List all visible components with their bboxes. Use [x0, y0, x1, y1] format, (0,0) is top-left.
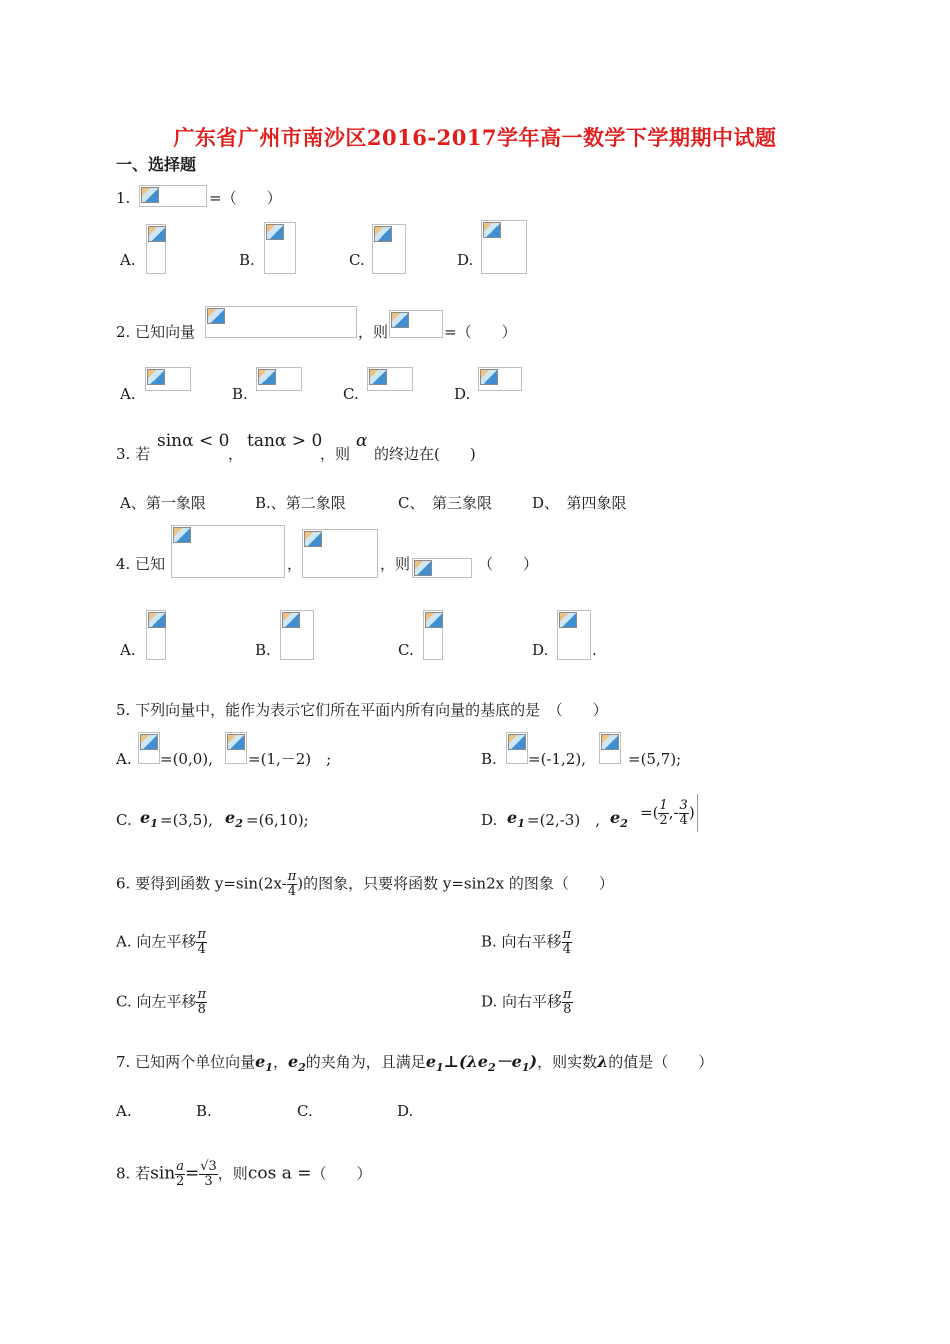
q5-c-e1: $e_1$ [140, 808, 158, 831]
q5-a-vector2-image [225, 732, 247, 764]
q2-option-b: B. [232, 385, 248, 403]
q1-option-b-image [264, 222, 296, 274]
q1-option-c: C. [349, 251, 365, 269]
q3-number: 3. 若 [116, 445, 151, 463]
q3-tail: 的终边在( ) [374, 445, 476, 463]
q5-b-value2: =(5,7); [628, 750, 682, 768]
q2-option-c-image [367, 367, 413, 391]
section-heading: 一、选择题 [116, 155, 197, 174]
q4-option-d: D. [532, 641, 549, 659]
q3-alpha: α [356, 431, 368, 451]
q5-option-b: B. [481, 750, 497, 768]
q1-option-c-image [372, 224, 406, 274]
q4-mid: ，则 [380, 555, 411, 573]
q3-mid: ，则 [320, 445, 351, 463]
page-title: 广东省广州市南沙区2016-2017学年高一数学下学期期中试题 [173, 125, 777, 150]
q7-option-b: B. [196, 1102, 212, 1120]
q5-a-vector1-image [138, 732, 160, 764]
q5-b-vector1-image [506, 732, 528, 764]
q7-stem: 7. 已知两个单位向量$e_1$，$e_2$的夹角为，且满足$e_1\perp(\lambda e_2-e_1)$，则实数λ的值是（ ） [116, 1052, 714, 1075]
q2-expression-image [389, 310, 443, 338]
q4-option-c-image [423, 610, 443, 660]
q5-option-a: A. [116, 750, 132, 768]
q7-option-a: A. [116, 1102, 132, 1120]
q5-b-vector2-image [599, 732, 621, 764]
q4-option-c: C. [398, 641, 414, 659]
q3-option-a: A、第一象限 [120, 494, 206, 512]
q2-stem: 2. 已知向量 [116, 323, 196, 341]
q5-c-value2: =(6,10); [246, 811, 309, 829]
q2-mid: ，则 [358, 323, 389, 341]
q5-b-value1: =(-1,2), [528, 750, 586, 768]
q5-option-d: D. [481, 811, 498, 829]
q7-option-c: C. [297, 1102, 313, 1120]
q2-option-a: A. [120, 385, 136, 403]
q3-option-d: D、 第四象限 [532, 494, 627, 512]
q1-option-d: D. [457, 251, 474, 269]
q2-option-d-image [478, 367, 522, 391]
q1-number: 1. [116, 189, 131, 207]
q1-option-a-image [146, 224, 166, 274]
q6-option-c: C. 向左平移 $\frac{\pi}{8}$ [116, 987, 207, 1017]
q5-d-divider [697, 794, 698, 832]
q1-option-d-image [481, 220, 527, 274]
q4-condition-1-image [171, 525, 285, 578]
q4-period: . [592, 641, 597, 659]
q5-a-value2: =(1,－2) ; [248, 750, 332, 768]
q4-option-a-image [146, 610, 166, 660]
q5-c-e2: $e_2$ [225, 808, 243, 831]
q3-option-b: B.、第二象限 [255, 494, 346, 512]
q5-stem: 5. 下列向量中，能作为表示它们所在平面内所有向量的基底的是 （ ） [116, 701, 608, 719]
q5-c-value1: =(3,5), [160, 811, 213, 829]
q6-option-d: D. 向右平移 $\frac{\pi}{8}$ [481, 987, 572, 1017]
q1-tail: =（ ） [209, 189, 282, 207]
q2-option-d: D. [454, 385, 471, 403]
q3-condition-sin: sinα < 0 [157, 431, 230, 451]
q6-stem: 6. 要得到函数 y=sin(2x- $\frac{\pi}{4}$ )的图象，只要将函数 y=sin2x 的图象（ ） [116, 869, 614, 899]
q4-number: 4. 已知 [116, 555, 166, 573]
q7-option-d: D. [397, 1102, 414, 1120]
q3-option-c: C、 第三象限 [398, 494, 492, 512]
q5-d-e2: $e_2$ [610, 808, 628, 831]
q1-expression-image [139, 185, 207, 207]
q2-vectors-image [205, 306, 357, 338]
q1-option-a: A. [120, 251, 136, 269]
q5-d-e1: $e_1$ [507, 808, 525, 831]
q2-tail: =（ ） [444, 323, 517, 341]
q6-option-b: B. 向右平移 $\frac{\pi}{4}$ [481, 927, 572, 957]
q6-option-a: A. 向左平移 $\frac{\pi}{4}$ [116, 927, 206, 957]
q5-d-value1: =(2,-3) , [527, 811, 600, 829]
q5-option-c: C. [116, 811, 132, 829]
q2-option-b-image [256, 367, 302, 391]
q8-stem: 8. 若sin $\frac{a}{2}$ = $\frac{√3}{3}$ ，则cos a =（ ） [116, 1159, 372, 1189]
q4-option-b-image [280, 610, 314, 660]
q4-comma: ， [287, 555, 303, 573]
q4-option-a: A. [120, 641, 136, 659]
q4-option-b: B. [255, 641, 271, 659]
q3-comma: ， [228, 445, 244, 463]
q2-option-a-image [145, 367, 191, 391]
q5-d-value2: =( $\frac{1}{2}$ ,- $\frac{3}{4}$ ) [640, 798, 695, 828]
q4-tail: （ ） [478, 555, 539, 573]
q5-a-value1: =(0,0), [160, 750, 213, 768]
q3-condition-tan: tanα > 0 [247, 431, 323, 451]
q1-option-b: B. [239, 251, 255, 269]
q4-expression-image [412, 558, 472, 578]
q4-condition-2-image [302, 529, 378, 578]
q4-option-d-image [557, 610, 591, 660]
q2-option-c: C. [343, 385, 359, 403]
